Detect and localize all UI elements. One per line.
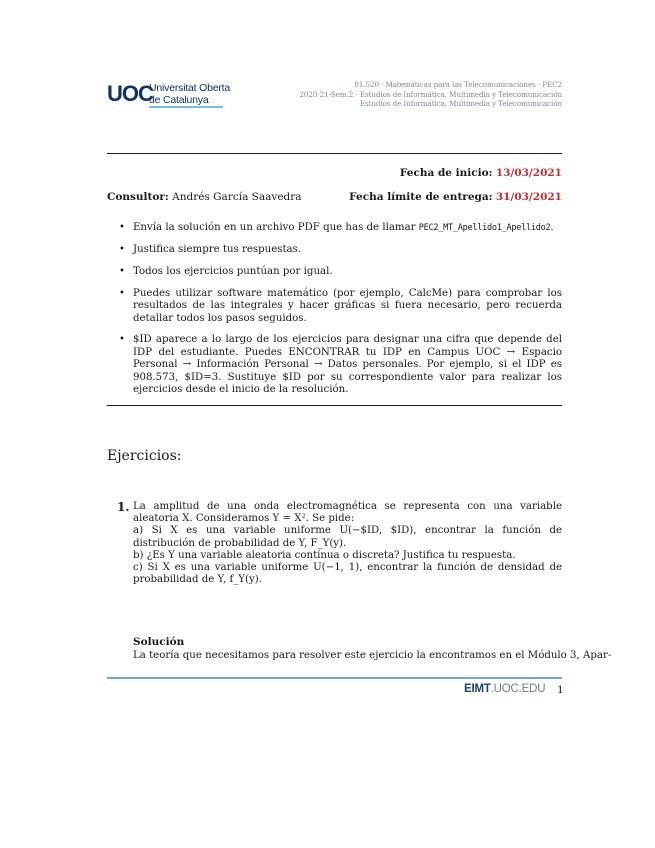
solution-heading: Solución bbox=[133, 636, 185, 648]
logo-underline bbox=[149, 106, 223, 108]
bullet-icon: • bbox=[119, 334, 125, 346]
footer-rule bbox=[107, 677, 562, 679]
studies-line: Estudios de Informática, Multimedia y Telecomunicación bbox=[359, 99, 562, 108]
consultant bbox=[107, 191, 302, 203]
start-date-value: 13/03/2021 bbox=[495, 167, 562, 179]
instruction-text: Justifica siempre tus respuestas. bbox=[133, 243, 302, 255]
bullet-icon: • bbox=[119, 243, 125, 255]
due-date-value: 31/03/2021 bbox=[495, 191, 562, 203]
instruction-text: Envía la solución en un archivo PDF que has de llamar bbox=[133, 222, 416, 233]
semester-line: 2020-21-Sem.2 · Estudios de Informática, Multimedia y Telecomunicación bbox=[299, 89, 562, 99]
due-date bbox=[349, 191, 562, 203]
due-date-label: Fecha límite de entrega: bbox=[349, 191, 493, 203]
university-name-line1: Universitat Oberta bbox=[149, 82, 231, 94]
filename: PEC2_MT_Apellido1_Apellido2 bbox=[418, 223, 551, 233]
instruction-text: Todos los ejercicios puntúan por igual. bbox=[133, 265, 333, 277]
top-divider bbox=[107, 153, 562, 154]
instruction-item bbox=[107, 288, 562, 325]
start-date bbox=[400, 167, 562, 179]
instructions-list bbox=[107, 222, 562, 406]
university-name bbox=[149, 82, 230, 106]
page-number: 1 bbox=[557, 684, 564, 696]
question-intro: La amplitud de una onda electromagnética se representa con una variable aleatoria X. Consideramos Y = X². Se pide: bbox=[133, 501, 562, 525]
header-course-info bbox=[299, 80, 562, 109]
instruction-item: • Envía la solución en un archivo PDF que has de llamar PEC2_MT_Apellido1_Apellido2. bbox=[119, 222, 554, 233]
solution-text: La teoría que necesitamos para resolver este ejercicio la encontramos en el Módulo 3, Apar- bbox=[133, 650, 612, 661]
start-date-label: Fecha de inicio: bbox=[399, 167, 493, 179]
question-1 bbox=[133, 501, 562, 586]
svg-text:UOC: UOC bbox=[107, 81, 153, 106]
bullet-icon: • bbox=[119, 265, 125, 277]
question-part-b: b) ¿Es Y una variable aleatoria contínua o discreta? Justifica tu respuesta. bbox=[133, 549, 516, 561]
bullet-icon: • bbox=[119, 287, 125, 299]
instruction-item bbox=[107, 244, 562, 256]
consultant-label: Consultor: bbox=[107, 191, 169, 203]
instruction-text: $ID aparece a lo largo de los ejercicios para designar una cifra que depende del IDP del estudiante. Puedes ENCONTRAR tu IDP en Campus UOC → Espacio Personal → Información Personal → Datos personales. Por ejemplo, si el IDP es 908.573, $ID=3. Sustituye $ID por su correspondiente valor para realizar los ejercicios desde el inicio de la resolución. bbox=[133, 334, 562, 396]
question-part-c: c) Si X es una variable uniforme U(−1, 1), encontrar la función de densidad de probabilidad de Y, f_Y(y). bbox=[133, 562, 562, 586]
bottom-divider bbox=[107, 405, 562, 406]
consultant-name: Andrés García Saavedra bbox=[172, 191, 302, 203]
question-part-a: a) Si X es una variable uniforme U(−$ID, $ID), encontrar la función de distribución de probabilidad de Y, F_Y(y). bbox=[133, 525, 562, 549]
university-name-line2: de Catalunya bbox=[149, 94, 209, 106]
footer-brand bbox=[464, 683, 545, 695]
course-line: 81.520 · Matemáticas para las Telecomunicaciones · PEC2 bbox=[354, 80, 562, 89]
footer-brand-light: .UOC.EDU bbox=[490, 683, 546, 695]
bullet-icon: • bbox=[119, 222, 125, 233]
instruction-text: Puedes utilizar software matemático (por ejemplo, CalcMe) para comprobar los resultados de las integrales y hacer gráficas si fuera necesario, pero recuerda detallar todos los pasos seguidos. bbox=[133, 287, 562, 324]
question-number: 1. bbox=[117, 500, 130, 514]
instruction-item bbox=[107, 334, 562, 396]
footer-brand-bold: EIMT bbox=[464, 683, 491, 695]
instruction-item bbox=[107, 266, 562, 278]
exercises-heading: Ejercicios: bbox=[107, 448, 182, 464]
uoc-logo-mark bbox=[107, 80, 153, 106]
